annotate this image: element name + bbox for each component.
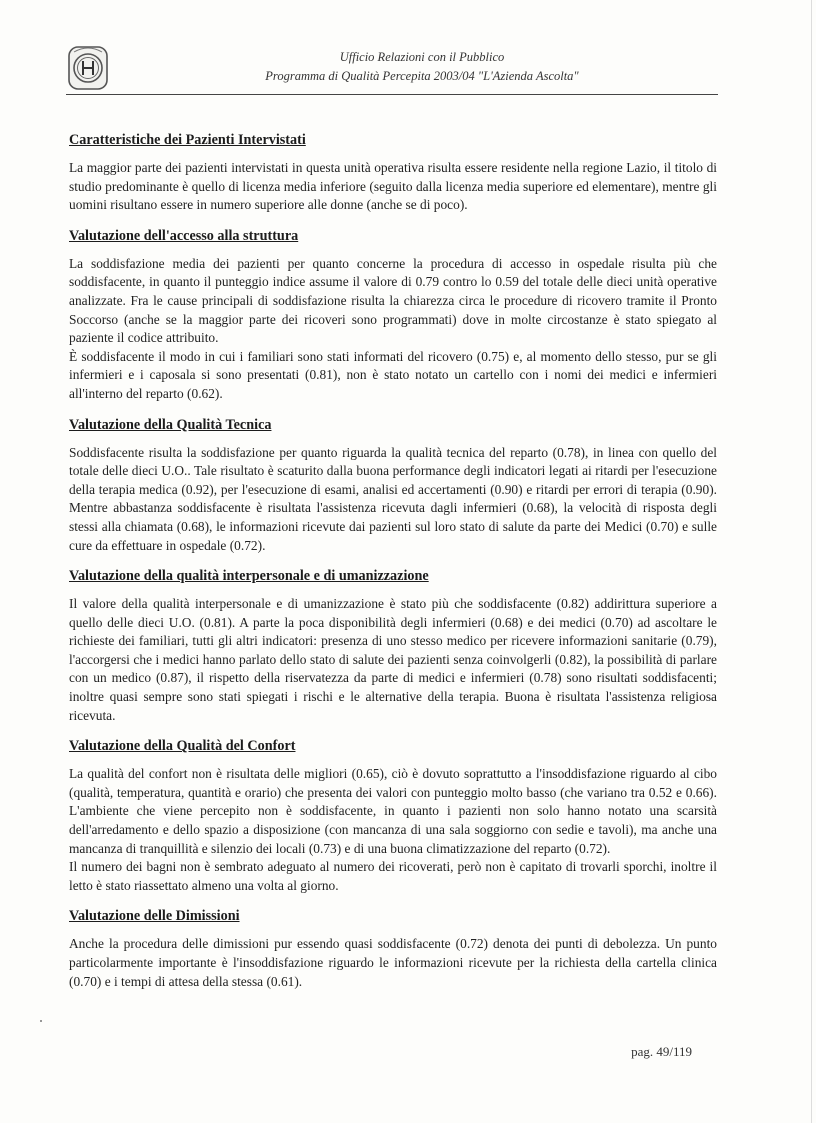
section-interpersonal-quality [69, 567, 717, 725]
section-patient-characteristics [69, 131, 717, 215]
paragraph: La maggior parte dei pazienti intervistati in questa unità operativa risulta essere residente nella regione Lazio, il titolo di studio predominante è quello di licenza media inferiore (seguito dalla licenza media superiore ed elementare), mentre gli uomini risultano essere in numero superiore alle donne (anche se di poco). [69, 160, 717, 213]
header-title [126, 48, 718, 86]
section-access-evaluation [69, 227, 717, 404]
section-heading: Valutazione della qualità interpersonale e di umanizzazione [69, 568, 429, 585]
paragraph: La soddisfazione media dei pazienti per quanto concerne la procedura di accesso in ospedale risulta più che soddisfacente, in quanto il punteggio indice assume il valore di 0.79 contro lo 0.59 del totale delle dieci unità operative analizzate. Fra le cause principali di soddisfazione risulta la chiarezza circa le procedure di ricovero tramite il Pronto Soccorso (anche se la maggior parte dei ricoveri sono programmati) dove in molte circostanze è stato spiegato al paziente il codice attribuito. [69, 255, 717, 346]
hospital-crest-icon [68, 46, 108, 90]
section-heading: Valutazione dell'accesso alla struttura [69, 227, 299, 244]
scan-speck [40, 1020, 42, 1022]
document-body [69, 131, 717, 1003]
section-discharge-evaluation [69, 907, 717, 991]
paragraph: Il numero dei bagni non è sembrato adeguato al numero dei ricoverati, però non è capitato di trovarli sporchi, inoltre il letto è stato riassettato almeno una volta al giorno. [69, 859, 717, 893]
paragraph: Anche la procedura delle dimissioni pur essendo quasi soddisfacente (0.72) denota dei punti di debolezza. Un punto particolarmente importante è l'insoddisfazione riguardo le informazioni ricevute per la richiesta della cartella clinica (0.70) e i tempi di attesa della stessa (0.61). [69, 936, 717, 989]
header-line-2: Programma di Qualità Percepita 2003/04 "L'Azienda Ascolta" [265, 69, 579, 83]
page-header [66, 44, 718, 96]
section-heading: Valutazione della Qualità del Confort [69, 738, 296, 755]
section-comfort-quality [69, 737, 717, 895]
page-number: pag. 49/119 [631, 1044, 692, 1059]
paragraph: La qualità del confort non è risultata delle migliori (0.65), ciò è dovuto soprattutto a l'insoddisfazione riguardo al cibo (qualità, temperatura, quantità e orario) che presenta dei valori con punteggio molto basso (che variano tra 0.52 e 0.66). L'ambiente che viene percepito non è soddisfacente, in quanto i pazienti non solo hanno notato una scarsità dell'arredamento e dello spazio a disposizione (con mancanza di una sala soggiorno con sedie e tavoli), ma anche una mancanza di tranquillità e silenzio dei locali (0.73) e di una buona climatizzazione del reparto (0.72). [69, 766, 717, 856]
section-heading: Caratteristiche dei Pazienti Intervistati [69, 132, 306, 148]
paragraph: Il valore della qualità interpersonale e di umanizzazione è stato più che soddisfacente (0.82) addirittura superiore a quello delle dieci U.O. (0.81). A parte la poca disponibilità degli infermieri (0.68) e dei medici (0.70) ad ascoltare le richieste dei familiari, tutti gli altri indicatori: presenza di uno stesso medico per ricevere informazioni sanitarie (0.79), l'accorgersi che i medici hanno parlato dello stato di salute dei pazienti senza coinvolgerli (0.82), la possibilità di parlare con un medico (0.87), il rispetto della riservatezza da parte di medici e infermieri (0.78) sono risultati soddisfacenti; inoltre quasi sempre sono stati spiegati i rischi e le alternative della terapia. Buona è risultata l'assistenza religiosa ricevuta. [69, 596, 717, 723]
paragraph: Soddisfacente risulta la soddisfazione per quanto riguarda la qualità tecnica del reparto (0.78), in linea con quello del totale delle dieci U.O.. Tale risultato è scaturito dalla buona performance degli indicatori legati ai ritardi per l'esecuzione della terapia medica (0.92), per l'esecuzione di esami, analisi ed accertamenti (0.90) e ritardi per errori di terapia (0.90). Mentre abbastanza soddisfacente è risultata l'assistenza ricevuta dagli infermieri (0.68), la velocità di risposta degli stessi alla chiamata (0.68), le informazioni ricevute dai pazienti sul loro stato di salute da parte dei Medici (0.70) e sulle cure da effettuare in ospedale (0.72). [69, 444, 717, 553]
section-heading: Valutazione delle Dimissioni [69, 908, 240, 925]
header-divider [66, 94, 718, 95]
paragraph: È soddisfacente il modo in cui i familiari sono stati informati del ricovero (0.75) e, al momento dello stesso, pur se gli infermieri e i caposala si sono presentati (0.81), non è stato notato un cartello con i nomi dei medici e infermieri all'interno del reparto (0.62). [69, 348, 717, 401]
section-heading: Valutazione della Qualità Tecnica [69, 416, 272, 433]
page-edge [811, 0, 812, 1123]
section-technical-quality [69, 416, 717, 556]
header-line-1: Ufficio Relazioni con il Pubblico [339, 50, 505, 64]
